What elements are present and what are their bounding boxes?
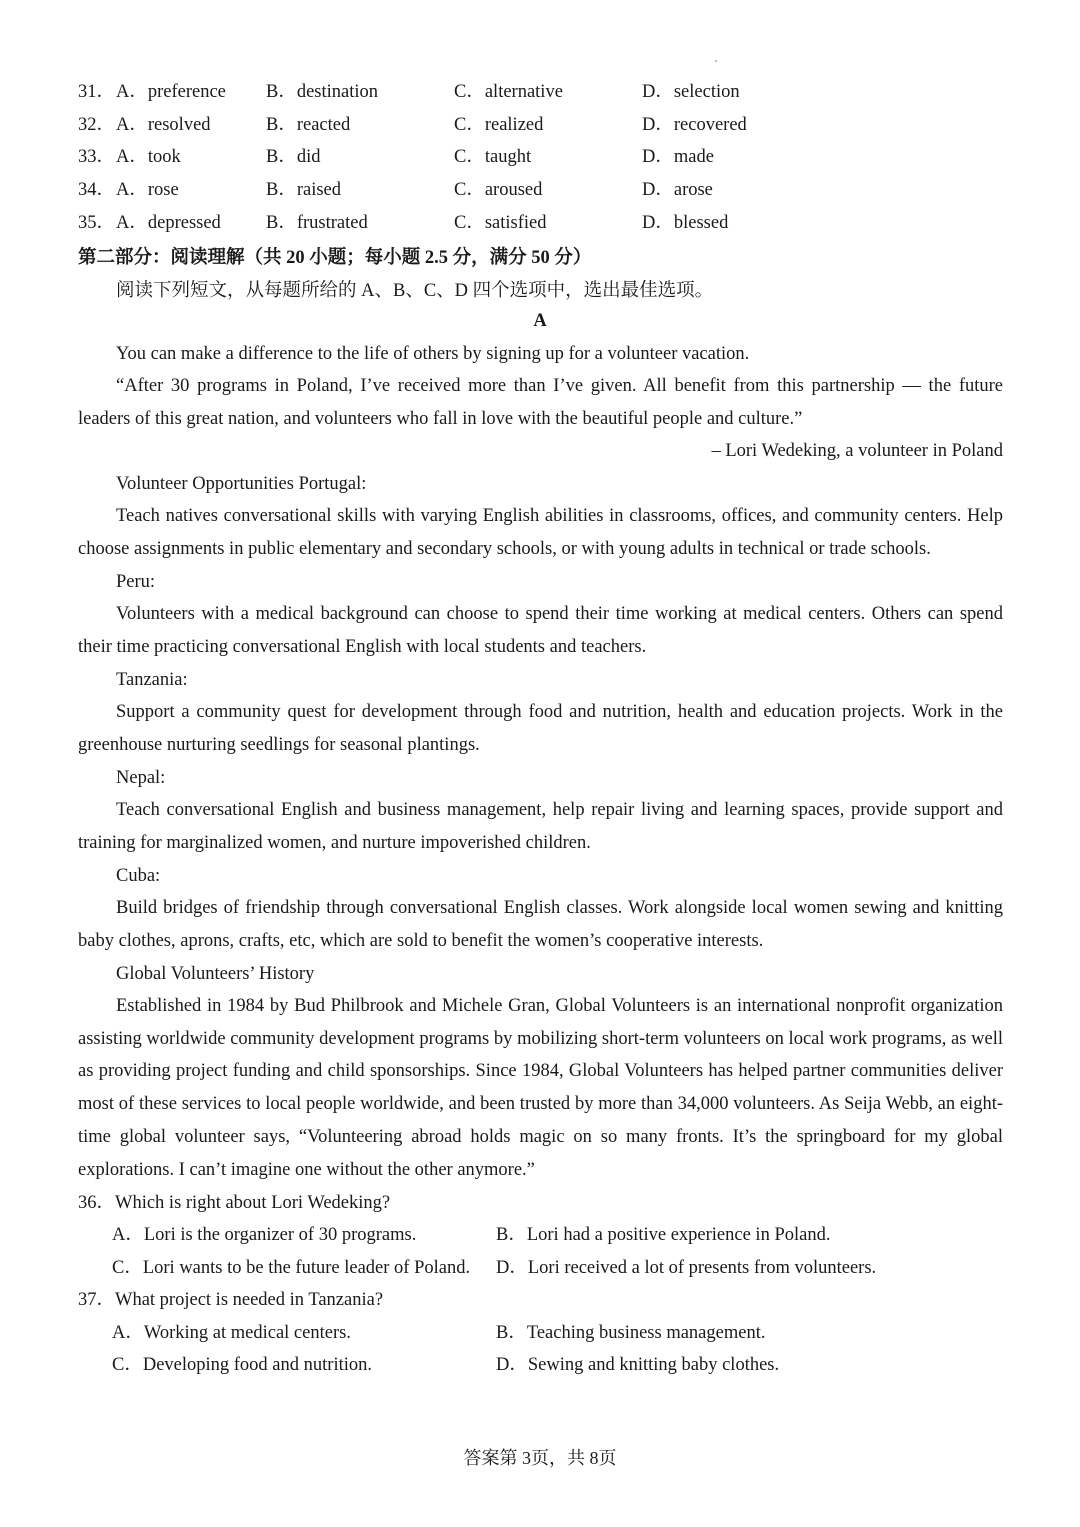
option-d: D．arose (642, 180, 713, 200)
cuba-heading: Cuba: (116, 866, 161, 886)
question-36-option-a: A．Lori is the organizer of 30 programs. (112, 1225, 417, 1245)
peru-text: Volunteers with a medical background can choose to spend their time working at medical centers. Others can spend their time practicing conversational English with local students and teachers. (78, 604, 1003, 657)
option-d: D．blessed (642, 213, 729, 233)
option-a: A．preference (116, 82, 226, 102)
question-37-stem: 37．What project is needed in Tanzania? (78, 1290, 384, 1310)
option-c: C．satisfied (454, 213, 547, 233)
option-d: D．selection (642, 82, 740, 102)
page-footer: 答案第 3页，共 8页 (463, 1448, 617, 1468)
question-36-option-d: D．Lori received a lot of presents from volunteers. (496, 1258, 877, 1278)
vocab-question-33 (78, 141, 1008, 173)
option-c: C．alternative (454, 82, 563, 102)
option-b: B．destination (266, 82, 379, 102)
question-number: 32． (78, 115, 116, 135)
option-a: A．took (116, 147, 181, 167)
portugal-heading: Volunteer Opportunities Portugal: (116, 474, 367, 494)
option-b: B．raised (266, 180, 342, 200)
option-c: C．aroused (454, 180, 543, 200)
peru-heading: Peru: (116, 572, 156, 592)
portugal-text: Teach natives conversational skills with varying English abilities in classrooms, offices, and community centers. Help choose assignments in public elementary and secondary schools, or with young adults in technical or trade schools. (78, 506, 1003, 559)
question-number: 33． (78, 147, 116, 167)
option-b: B．reacted (266, 115, 351, 135)
question-number: 34． (78, 180, 116, 200)
question-37-option-b: B．Teaching business management. (496, 1323, 766, 1343)
history-heading: Global Volunteers’ History (116, 964, 315, 984)
option-c: C．taught (454, 147, 532, 167)
option-d: D．recovered (642, 115, 747, 135)
scan-speck (715, 60, 717, 62)
cuba-text: Build bridges of friendship through conversational English classes. Work alongside local women sewing and knitting baby clothes, aprons, crafts, etc, which are sold to benefit the women’s cooperative interests. (78, 898, 1003, 951)
question-37-option-d: D．Sewing and knitting baby clothes. (496, 1355, 780, 1375)
passage-quote: “After 30 programs in Poland, I’ve received more than I’ve given. All benefit from this partnership — the future leaders of this great nation, and volunteers who fall in love with the beautiful people and culture.” (78, 376, 1003, 429)
section-heading: 第二部分：阅读理解（共 20 小题；每小题 2.5 分，满分 50 分） (78, 248, 592, 268)
option-b: B．did (266, 147, 321, 167)
option-b: B．frustrated (266, 213, 368, 233)
question-36-option-c: C．Lori wants to be the future leader of Poland. (112, 1258, 471, 1278)
option-a: A．depressed (116, 213, 221, 233)
passage-label: A (533, 311, 547, 331)
question-number: 35． (78, 213, 116, 233)
option-a: A．rose (116, 180, 179, 200)
question-36-stem: 36．Which is right about Lori Wedeking? (78, 1193, 391, 1213)
question-36-option-b: B．Lori had a positive experience in Poland. (496, 1225, 831, 1245)
vocab-question-31 (78, 76, 1008, 108)
vocab-question-34 (78, 174, 1008, 206)
nepal-heading: Nepal: (116, 768, 166, 788)
vocab-question-35 (78, 207, 1008, 239)
tanzania-heading: Tanzania: (116, 670, 188, 690)
quote-signature: – Lori Wedeking, a volunteer in Poland (711, 441, 1003, 461)
tanzania-text: Support a community quest for development through food and nutrition, health and education projects. Work in the greenhouse nurturing seedlings for seasonal plantings. (78, 702, 1003, 755)
passage-intro: You can make a difference to the life of others by signing up for a volunteer vacation. (116, 344, 750, 364)
vocab-question-32 (78, 109, 1008, 141)
option-c: C．realized (454, 115, 544, 135)
history-text: Established in 1984 by Bud Philbrook and Michele Gran, Global Volunteers is an international nonprofit organization assisting worldwide community development programs by mobilizing short-term volunteers on local work programs, as well as providing project funding and child sponsorships. Since 1984, Global Volunteers has helped partner communities deliver most of these services to local people worldwide, and been trusted by more than 34,000 volunteers. As Seija Webb, an eight-time global volunteer says, “Volunteering abroad holds magic on so many fronts. It’s the springboard for my global explorations. I can’t imagine one without the other anymore.” (78, 996, 1003, 1180)
question-37-option-c: C．Developing food and nutrition. (112, 1355, 372, 1375)
nepal-text: Teach conversational English and business management, help repair living and learning spaces, provide support and training for marginalized women, and nurture impoverished children. (78, 800, 1003, 853)
section-instruction: 阅读下列短文，从每题所给的 A、B、C、D 四个选项中，选出最佳选项。 (116, 281, 714, 301)
question-number: 31． (78, 82, 116, 102)
question-37-option-a: A．Working at medical centers. (112, 1323, 351, 1343)
option-d: D．made (642, 147, 714, 167)
option-a: A．resolved (116, 115, 211, 135)
